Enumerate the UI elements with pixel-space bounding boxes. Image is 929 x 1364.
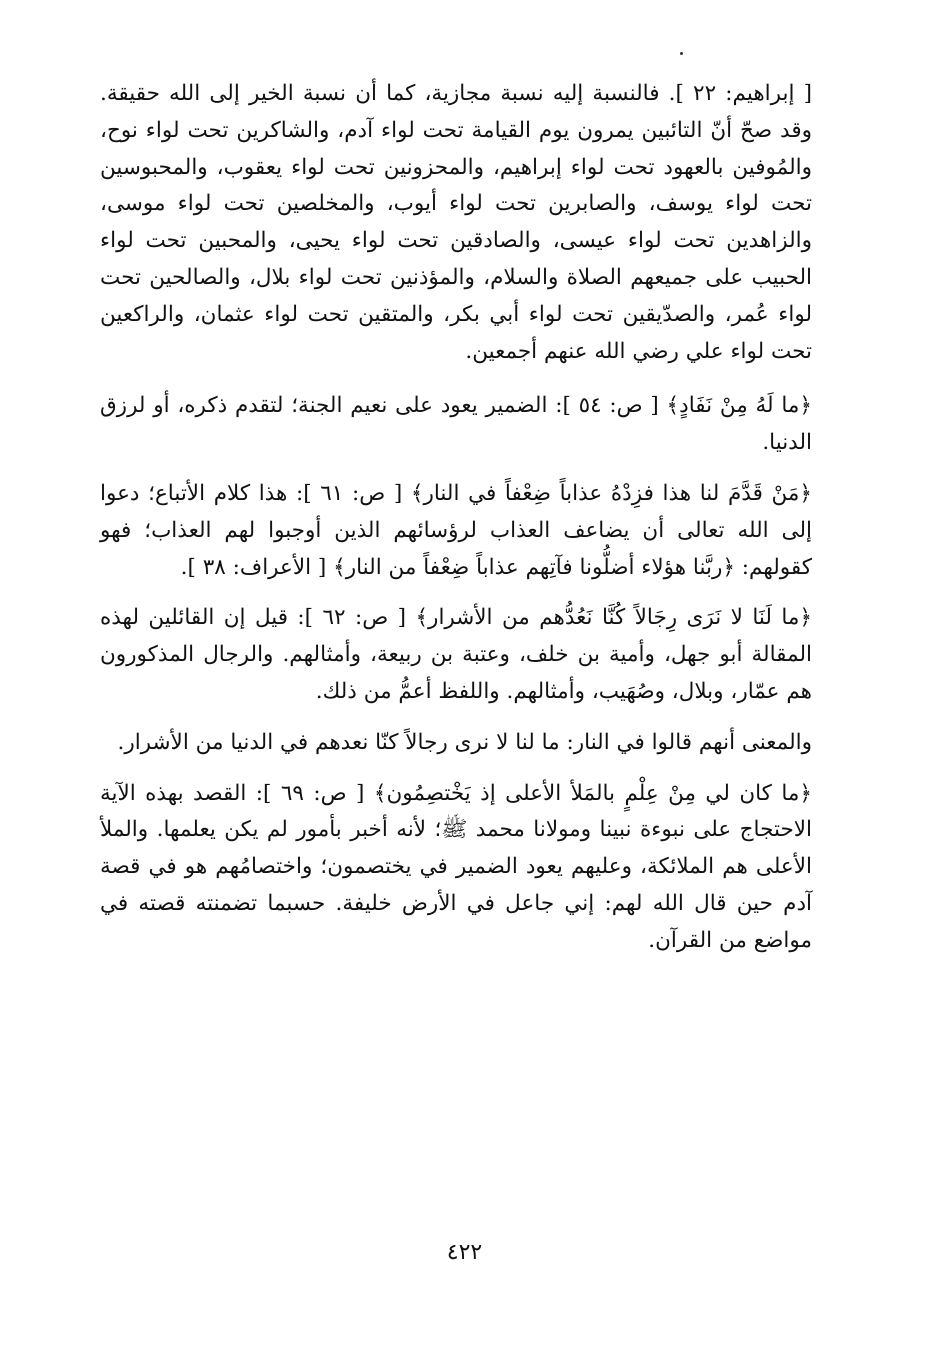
paragraph-2: ﴿ما لَهُ مِنْ نَفَادٍ﴾ [ ص: ٥٤ ]: الضمير يعود على نعيم الجنة؛ لتقدم ذكره، أو لرزق الدنيا. <box>100 393 812 456</box>
paragraph-6: ﴿ما كان لي مِنْ عِلْمٍ بالمَلأ الأعلى إذ يَخْتصِمُون﴾ [ ص: ٦٩ ]: القصد بهذه الآية الاحتجاج على نبوءة نبينا ومولانا محمد ﷺ؛ لأنه أخبر بأمور لم يكن يعلمها. والملأ الأعلى هم الملائكة، وعليهم يعود الضمير في يختصمون؛ واختصامُهم هو في قصة آدم حين قال الله لهم: إني جاعل في الأرض خليفة. حسبما تضمنته قصته في مواضع من القرآن. <box>100 780 812 953</box>
stray-mark <box>680 52 683 55</box>
paragraph-1: [ إبراهيم: ٢٢ ]. فالنسبة إليه نسبة مجازية، كما أن نسبة الخير إلى الله حقيقة. وقد صحّ أنّ التائبين يمرون يوم القيامة تحت لواء آدم، والشاكرين تحت لواء نوح، والمُوفين بالعهود تحت لواء إبراهيم، والمحزونين تحت لواء يعقوب، والمحبوسين تحت لواء يوسف، والصابرين تحت لواء أيوب، والمخلصين تحت لواء موسى، والزاهدين تحت لواء عيسى، والصادقين تحت لواء يحيى، والمحبين تحت لواء الحبيب على جميعهم الصلاة والسلام، والمؤذنين تحت لواء بلال، والصالحين تحت لواء عُمر، والصدّيقين تحت لواء أبي بكر، والمتقين تحت لواء عثمان، والراكعين تحت لواء علي رضي الله عنهم أجمعين. <box>100 81 812 364</box>
paragraph-3: ﴿مَنْ قَدَّمَ لنا هذا فزِدْهُ عذاباً ضِعْفاً في النار﴾ [ ص: ٦١ ]: هذا كلام الأتباع؛ دعوا إلى الله تعالى أن يضاعف العذاب لرؤسائهم الذين أوجبوا لهم العذاب؛ فهو كقولهم: ﴿ربَّنا هؤلاء أضلُّونا فآتِهم عذاباً ضِعْفاً من النار﴾ [ الأعراف: ٣٨ ]. <box>100 480 812 580</box>
paragraph-4: ﴿ما لَنَا لا نَرَى رِجَالاً كُنَّا نَعُدُّهم من الأشرار﴾ [ ص: ٦٢ ]: قيل إن القائلين لهذه المقالة أبو جهل، وأمية بن خلف، وعتبة بن ربيعة، وأمثالهم. والرجال المذكورون هم عمّار، وبلال، وصُهَيب، وأمثالهم. واللفظ أعمُّ من ذلك. <box>100 605 813 704</box>
page-number: ٤٢٢ <box>446 1240 483 1265</box>
page-body <box>100 76 812 974</box>
paragraph-5: والمعنى أنهم قالوا في النار: ما لنا لا نرى رجالاً كنّا نعدهم في الدنيا من الأشرار. <box>117 729 812 755</box>
